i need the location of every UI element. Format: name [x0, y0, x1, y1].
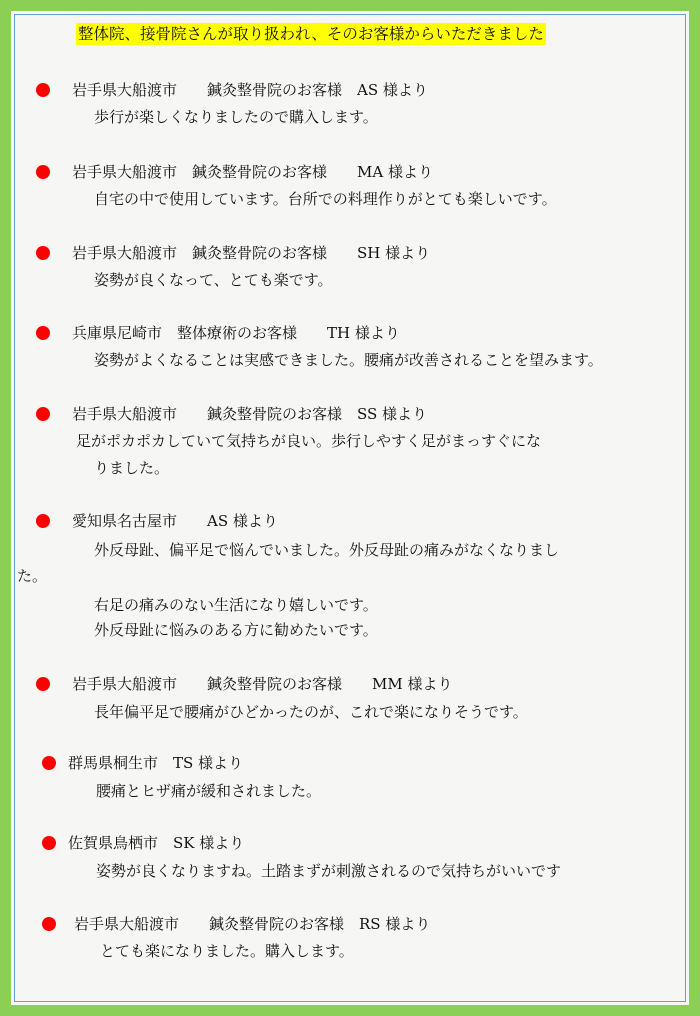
- entry-line: 腰痛とヒザ痛が緩和されました。: [96, 782, 322, 800]
- entry-line: 右足の痛みのない生活になり嬉しいです。: [94, 596, 378, 614]
- bullet-dot-icon: [36, 326, 50, 340]
- entry-line: 姿勢がよくなることは実感できました。腰痛が改善されることを望みます。: [94, 351, 603, 369]
- entry-line: 自宅の中で使用しています。台所での料理作りがとても楽しいです。: [94, 190, 557, 208]
- entry-header: 岩手県大船渡市 鍼灸整骨院のお客様 AS 様より: [72, 81, 428, 99]
- bullet-dot-icon: [36, 165, 50, 179]
- bullet-dot-icon: [36, 677, 50, 691]
- entry-header: 群馬県桐生市 TS 様より: [68, 754, 244, 772]
- entry-header: 愛知県名古屋市 AS 様より: [72, 512, 278, 530]
- bullet-dot-icon: [36, 83, 50, 97]
- bullet-dot-icon: [36, 514, 50, 528]
- entry-header: 岩手県大船渡市 鍼灸整骨院のお客様 MM 様より: [72, 675, 453, 693]
- bullet-dot-icon: [42, 836, 56, 850]
- entry-line: 歩行が楽しくなりましたので購入します。: [94, 108, 378, 126]
- entry-line: 姿勢が良くなりますね。土踏まずが刺激されるので気持ちがいいです: [96, 862, 562, 880]
- bullet-dot-icon: [42, 917, 56, 931]
- entry-line: 外反母趾に悩みのある方に勧めたいです。: [94, 621, 378, 639]
- page-title: 整体院、接骨院さんが取り扱われ、そのお客様からいただきました: [78, 25, 544, 43]
- entry-header: 兵庫県尼崎市 整体療術のお客様 TH 様より: [72, 324, 400, 342]
- entry-line: 外反母趾、偏平足で悩んでいました。外反母趾の痛みがなくなりまし: [94, 541, 560, 559]
- bullet-dot-icon: [36, 246, 50, 260]
- entry-line: 足がポカポカしていて気持ちが良い。歩行しやすく足がまっすぐにな: [76, 432, 542, 450]
- entry-line: りました。: [94, 459, 170, 477]
- entry-line: た。: [17, 567, 48, 585]
- entry-header: 岩手県大船渡市 鍼灸整骨院のお客様 RS 様より: [74, 915, 431, 933]
- entry-line: 長年偏平足で腰痛がひどかったのが、これで楽になりそうです。: [94, 703, 528, 721]
- entry-line: 姿勢が良くなって、とても楽です。: [94, 271, 333, 289]
- entry-line: とても楽になりました。購入します。: [100, 942, 354, 960]
- bullet-dot-icon: [42, 756, 56, 770]
- entry-header: 佐賀県鳥栖市 SK 様より: [68, 834, 245, 852]
- bullet-dot-icon: [36, 407, 50, 421]
- entry-header: 岩手県大船渡市 鍼灸整骨院のお客様 SS 様より: [72, 405, 428, 423]
- entry-header: 岩手県大船渡市 鍼灸整骨院のお客様 SH 様より: [72, 244, 431, 262]
- entry-header: 岩手県大船渡市 鍼灸整骨院のお客様 MA 様より: [72, 163, 433, 181]
